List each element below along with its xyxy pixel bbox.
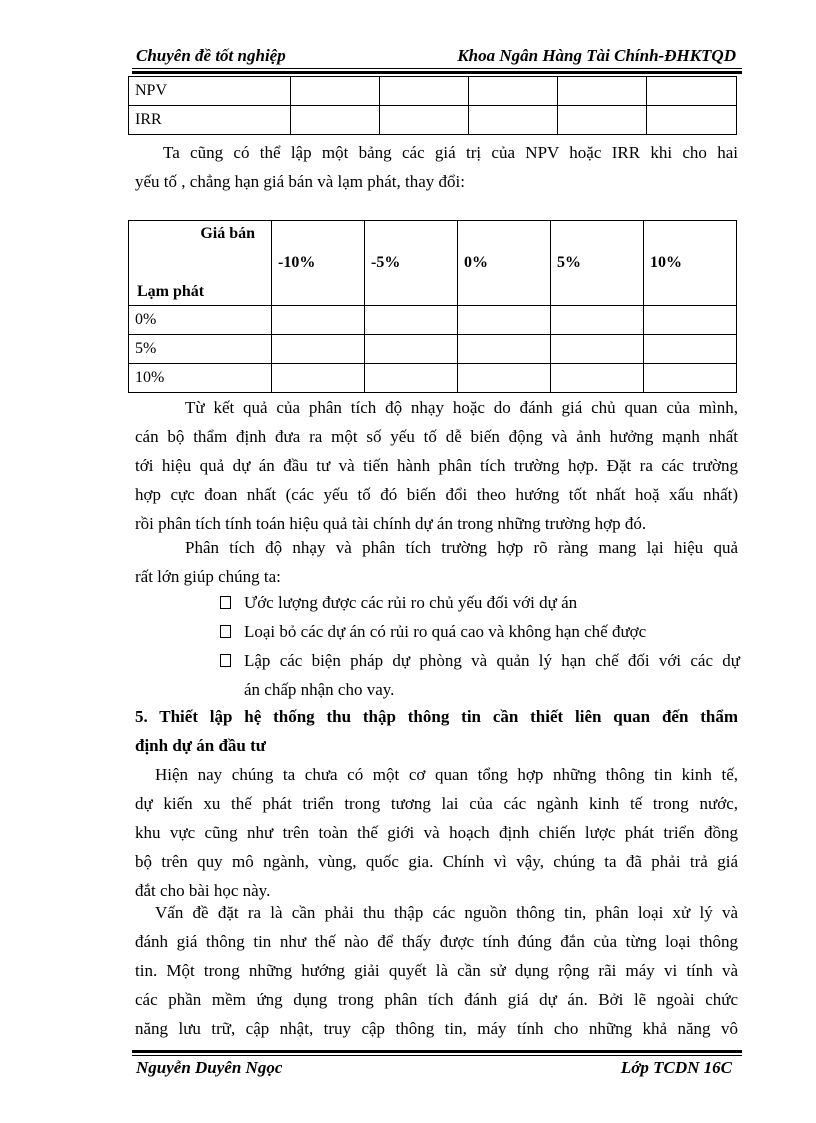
text-line: cán bộ thẩm định đưa ra một số yếu tố dễ biến động và ảnh hưởng mạnh nhất [135,427,738,446]
text-line: Từ kết quả của phân tích độ nhạy hoặc do đánh giá chủ quan của mình, [185,398,738,417]
text-line: tới hiệu quả dự án đầu tư và tiến hành phân tích trường hợp. Đặt ra các trường [135,456,738,475]
footer-right: Lớp TCDN 16C [620,1058,732,1077]
list-item-continuation: án chấp nhận cho vay. [244,680,395,699]
page-header [132,44,742,68]
header-rule-thin [132,68,742,69]
npv-irr-table [128,76,737,135]
text-line: Ta cũng có thể lập một bảng các giá trị của NPV hoặc IRR khi cho hai [163,143,738,162]
list-item: Loại bỏ các dự án có rủi ro quá cao và không hạn chế được [220,617,740,646]
paragraph-3 [135,533,738,591]
checkbox-bullet-icon [220,596,231,609]
text-line: Hiện nay chúng ta chưa có một cơ quan tổng hợp những thông tin kinh tế, [155,765,738,784]
corner-bottom-label: Lạm phát [137,283,205,300]
column-header: -10% [272,221,365,306]
column-header: 0% [458,221,551,306]
column-header: -5% [365,221,458,306]
paragraph-4 [135,760,738,905]
table-header-row [129,221,737,306]
text-line: hợp cực đoan nhất (các yếu tố đó biến đổi theo hướng tốt nhất hoặ xấu nhất) [135,485,738,504]
text-line: Vấn đề đặt ra là cần phải thu thập các nguồn thông tin, phân loại xử lý và [155,903,738,922]
column-header: 5% [551,221,644,306]
row-label: 10% [129,364,272,393]
corner-top-label: Giá bán [200,225,255,242]
text-line: dự kiến xu thế phát triển trong tương lai của các ngành kinh tế trong nước, [135,794,738,813]
header-right: Khoa Ngân Hàng Tài Chính-ĐHKTQD [457,46,736,65]
footer-rule-thick [132,1050,742,1053]
section-heading: 5. Thiết lập hệ thống thu thập thông tin cần thiết liên quan đến thẩm định dự án đầu tư [135,707,738,755]
text-line: yếu tố , chẳng hạn giá bán và lạm phát, thay đổi: [135,172,465,191]
column-header: 10% [644,221,737,306]
row-label: IRR [129,106,291,135]
corner-cell [129,221,272,306]
table-row [129,306,737,335]
text-line: bộ trên quy mô ngành, vùng, quốc gia. Chính vì vậy, chúng ta đã phải trả giá [135,852,738,871]
table-row [129,106,737,135]
checkbox-bullet-icon [220,625,231,638]
footer-left: Nguyễn Duyên Ngọc [136,1058,283,1077]
bullet-list [220,588,740,704]
page-footer [132,1058,742,1080]
text-line: đắt cho bài học này. [135,881,271,900]
list-item: Ước lượng được các rủi ro chủ yếu đối với dự án [220,588,740,617]
list-item: Lập các biện pháp dự phòng và quản lý hạn chế đối với các dự [220,646,740,675]
checkbox-bullet-icon [220,654,231,667]
paragraph-2 [135,393,738,538]
table-row [129,364,737,393]
text-line: rất lớn giúp chúng ta: [135,567,281,586]
table-row [129,335,737,364]
text-line: khu vực cũng như trên toàn thế giới và hoạch định chiến lược phát triển đồng [135,823,738,842]
row-label: 0% [129,306,272,335]
text-line: đánh giá thông tin như thế nào để thấy được tính đúng đắn của từng loại thông [135,932,738,951]
footer-rule-thin [132,1055,742,1056]
text-line: các phần mềm ứng dụng trong phân tích đánh giá dự án. Bởi lẽ ngoài chức [135,990,738,1009]
paragraph-1 [135,138,738,196]
sensitivity-table [128,220,737,393]
text-line: rồi phân tích tính toán hiệu quả tài chính dự án trong những trường hợp đó. [135,514,647,533]
paragraph-5 [135,898,738,1043]
text-line: năng lưu trữ, cập nhật, truy cập thông tin, máy tính cho những khả năng vô [135,1019,738,1038]
row-label: NPV [129,77,291,106]
text-line: Phân tích độ nhạy và phân tích trường hợp rõ ràng mang lại hiệu quả [185,538,738,557]
row-label: 5% [129,335,272,364]
text-line: tin. Một trong những hướng giải quyết là cần sử dụng rộng rãi máy vi tính và [135,961,738,980]
header-left: Chuyên đề tốt nghiệp [136,46,286,65]
header-rule-thick [132,71,742,74]
table-row [129,77,737,106]
